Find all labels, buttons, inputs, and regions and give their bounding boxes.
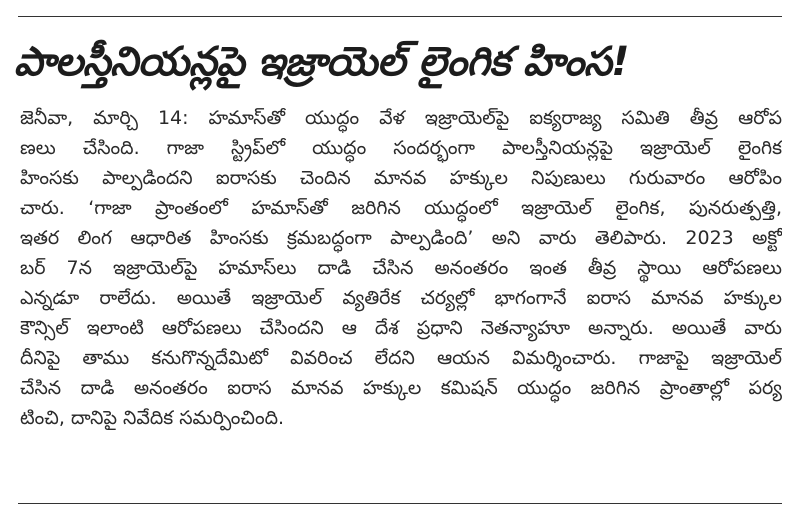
body-line: చారు. ‘గాజా ప్రాంతంలో హమాస్‌తో జరిగిన యుద్ధంలో ఇజ్రాయెల్ లైంగిక, పునరుత్పత్తి, — [20, 197, 782, 219]
body-line: ఎన్నడూ రాలేదు. అయితే ఇజ్రాయెల్ వ్యతిరేక చర్యల్లో భాగంగానే ఐరాస మానవ హక్కుల — [20, 287, 782, 309]
article-headline: పాలస్తీనియన్లపై ఇజ్రాయెల్ లైంగిక హింస! — [14, 39, 630, 85]
body-line: ణలు చేసింది. గాజా స్ట్రిప్‌లో యుద్ధం సందర్భంగా పాలస్తీనియన్లపై ఇజ్రాయెల్ లైంగిక — [20, 137, 782, 159]
top-divider — [18, 16, 782, 17]
body-line: దీనిపై తాము కనుగొన్నదేమిటో వివరించ లేదని ఆయన విమర్శించారు. గాజాపై ఇజ్రాయెల్ — [20, 347, 782, 369]
body-line: టించి, దానిపై నివేదిక సమర్పించింది. — [20, 407, 285, 429]
clipped-previous-text — [0, 0, 800, 6]
article-body — [20, 103, 782, 433]
body-line: జెనీవా, మార్చి 14: హమాస్‌తో యుద్ధం వేళ ఇజ్రాయెల్‌పై ఐక్యరాజ్య సమితి తీవ్ర ఆరోప — [20, 107, 782, 129]
body-line: ఇతర లింగ ఆధారిత హింసకు క్రమబద్ధంగా పాల్పడింది’ అని వారు తెలిపారు. 2023 అక్టో — [20, 227, 782, 249]
body-line: చేసిన దాడి అనంతరం ఐరాస మానవ హక్కుల కమిషన్ యుద్ధం జరిగిన ప్రాంతాల్లో పర్య — [20, 377, 782, 399]
body-line: హింసకు పాల్పడిందని ఐరాసకు చెందిన మానవ హక్కుల నిపుణులు గురువారం ఆరోపిం — [20, 167, 782, 189]
body-line: కౌన్సిల్ ఇలాంటి ఆరోపణలు చేసిందని ఆ దేశ ప్రధాని నెతన్యాహూ అన్నారు. అయితే వారు — [20, 317, 782, 339]
body-line: బర్ 7న ఇజ్రాయెల్‌పై హమాస్‌లు దాడి చేసిన అనంతరం ఇంత తీవ్ర స్థాయి ఆరోపణలు — [20, 257, 782, 279]
bottom-divider — [18, 503, 782, 504]
